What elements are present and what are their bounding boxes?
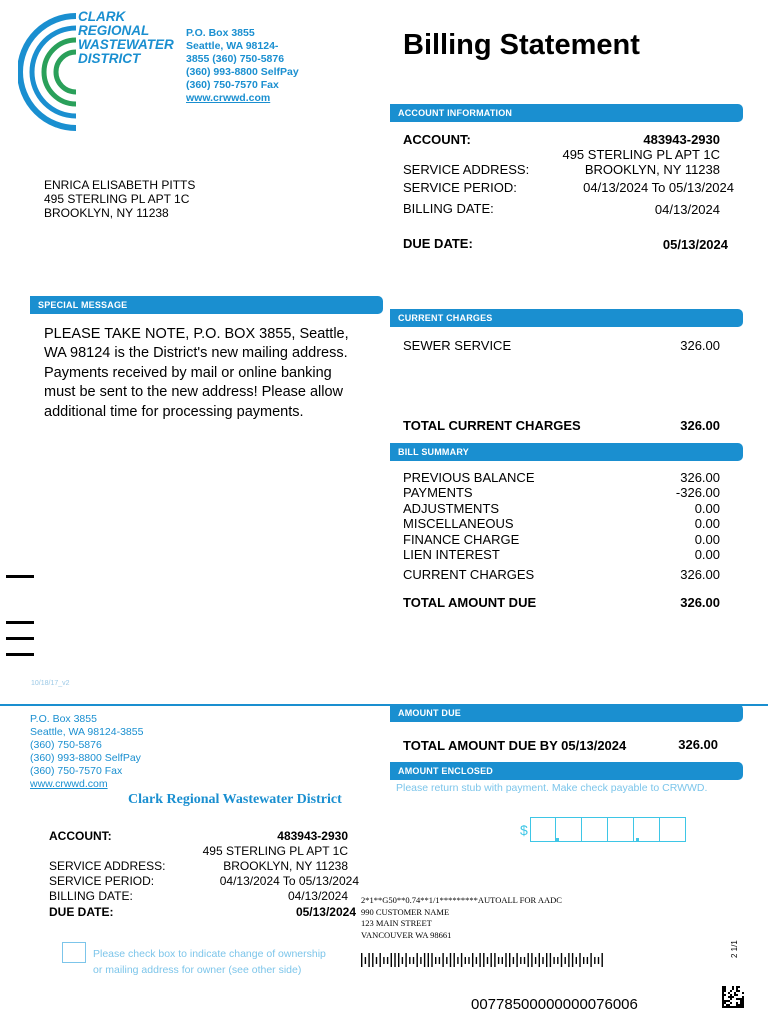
bill-summary-rows [403, 470, 720, 562]
stub-billing-date-value: 04/13/2024 [287, 889, 348, 903]
stub-service-period-value: 04/13/2024 To 05/13/2024 [219, 874, 359, 888]
bill-summary-header: BILL SUMMARY [390, 443, 743, 461]
contact-line: P.O. Box 3855 [30, 713, 97, 725]
summary-amount: 0.00 [694, 531, 720, 547]
service-address-line2: BROOKLYN, NY 11238 [584, 162, 720, 177]
logo-wordmark [78, 10, 174, 66]
customer-address [44, 178, 195, 220]
digit-box[interactable] [660, 817, 686, 842]
district-logo [18, 8, 80, 134]
qr-cell [742, 1004, 744, 1006]
summary-amount: 0.00 [694, 500, 720, 516]
amount-due-header: AMOUNT DUE [390, 704, 743, 722]
barcode-bar [587, 957, 588, 964]
qr-cell [730, 1006, 732, 1008]
barcode-bar [450, 953, 451, 967]
mail-line: 2*1**G50**0.74**1/1*********AUTOALL FOR AADC [361, 895, 562, 905]
contact-line: (360) 750-7570 Fax [30, 765, 123, 777]
barcode-bar [487, 957, 488, 964]
logo-line: REGIONAL [78, 23, 150, 38]
qr-cell [736, 1002, 738, 1004]
dollar-sign: $ [520, 822, 528, 838]
summary-amount: -326.00 [675, 485, 720, 501]
qr-cell [732, 988, 734, 990]
barcode-bar [365, 957, 366, 964]
qr-cell [722, 992, 724, 994]
logo-line: CLARK [78, 9, 126, 24]
total-amount-due-value: 326.00 [680, 595, 720, 610]
summary-row [403, 532, 720, 547]
amount-enclosed-header: AMOUNT ENCLOSED [390, 762, 743, 780]
qr-cell [742, 1006, 744, 1008]
qr-cell [730, 994, 732, 996]
qr-cell [738, 1006, 740, 1008]
barcode-bar [372, 953, 373, 967]
mail-line: VANCOUVER WA 98661 [361, 929, 452, 940]
margin-mark [6, 637, 34, 640]
summary-label: ADJUSTMENTS [403, 500, 500, 516]
stub-due-date-value: 05/13/2024 [295, 905, 356, 919]
barcode-bar [387, 957, 388, 964]
stub-service-address-label: SERVICE ADDRESS: [49, 859, 166, 873]
barcode-bar [502, 957, 503, 964]
qr-cell [740, 1006, 742, 1008]
summary-amount: 0.00 [694, 516, 720, 532]
qr-cell [736, 1006, 738, 1008]
qr-cell [724, 988, 726, 990]
summary-row [403, 516, 720, 531]
barcode-bar [472, 953, 473, 967]
summary-amount: 0.00 [694, 546, 720, 562]
barcode-bar [468, 957, 469, 964]
qr-cell [728, 996, 730, 998]
qr-cell [742, 1002, 744, 1004]
qr-cell [736, 986, 738, 988]
stub-service-address-line2: BROOKLYN, NY 11238 [223, 859, 348, 873]
mail-line: 123 MAIN STREET [361, 918, 432, 928]
barcode-bar [579, 953, 580, 967]
barcode-bar [505, 953, 506, 967]
stub-due-date-label: DUE DATE: [49, 905, 114, 919]
stub-account-number: 483943-2930 [277, 829, 348, 843]
digit-box[interactable] [582, 817, 608, 842]
special-message-text: PLEASE TAKE NOTE, P.O. BOX 3855, Seattle, WA 98124 is the District's new mailing address. Payments received by mail or online banking must be sent to the new address! Please allow additional time for processing payments. [44, 326, 349, 420]
barcode-bar [391, 953, 392, 967]
summary-label: LIEN INTEREST [403, 546, 500, 562]
barcode-bar [457, 957, 458, 964]
service-period-value: 04/13/2024 To 05/13/2024 [583, 180, 734, 195]
customer-address-line: BROOKLYN, NY 11238 [44, 206, 169, 220]
qr-cell [738, 998, 740, 1000]
page-title: Billing Statement [403, 29, 640, 61]
digit-box[interactable] [556, 817, 582, 842]
qr-cell [730, 996, 732, 998]
qr-cell [734, 992, 736, 994]
stub-billing-date-label: BILLING DATE: [49, 889, 133, 903]
contact-line: (360) 993-8800 SelfPay [30, 752, 141, 764]
barcode-bar [550, 953, 551, 967]
barcode-bar [553, 957, 554, 964]
qr-cell [734, 1006, 736, 1008]
district-name: Clark Regional Wastewater District [128, 792, 342, 807]
barcode-bar [535, 957, 536, 964]
account-label: ACCOUNT: [403, 132, 471, 147]
total-current-charges-value: 326.00 [680, 418, 720, 433]
summary-row [403, 501, 720, 516]
qr-cell [736, 988, 738, 990]
barcode-bar [405, 953, 406, 967]
service-address-label: SERVICE ADDRESS: [403, 162, 530, 177]
qr-cell [736, 994, 738, 996]
barcode-bar [409, 957, 410, 964]
qr-cell [724, 1002, 726, 1004]
barcode-bar [479, 953, 480, 967]
qr-cell [738, 986, 740, 988]
ownership-change-checkbox[interactable] [62, 942, 86, 963]
qr-cell [732, 986, 734, 988]
scanline-number: 00778500000000076006 [471, 996, 638, 1013]
qr-cell [724, 1000, 726, 1002]
barcode-bar [446, 957, 447, 964]
barcode-bar [602, 953, 603, 967]
barcode-bar [394, 953, 395, 967]
qr-cell [724, 986, 726, 988]
stub-account-label: ACCOUNT: [49, 829, 112, 843]
barcode-bar [509, 953, 510, 967]
barcode-bar [476, 957, 477, 964]
qr-cell [726, 1000, 728, 1002]
margin-mark [6, 575, 34, 578]
barcode-bar [380, 953, 381, 967]
separator-dot [556, 838, 559, 841]
barcode-bar [572, 953, 573, 967]
qr-cell [736, 1004, 738, 1006]
barcode-bar [520, 957, 521, 964]
form-code: 10/18/17_v2 [31, 680, 70, 687]
qr-cell [722, 1000, 724, 1002]
total-current-charges-label: TOTAL CURRENT CHARGES [403, 418, 581, 433]
charge-item-label: SEWER SERVICE [403, 338, 512, 353]
qr-cell [732, 1006, 734, 1008]
qr-cell [728, 1004, 730, 1006]
checkbox-instructions [93, 946, 326, 978]
qr-cell [722, 990, 724, 992]
qr-cell [740, 1002, 742, 1004]
charge-item-amount: 326.00 [680, 338, 720, 353]
barcode-bar [361, 953, 362, 967]
checkbox-text: or mailing address for owner (see other side) [93, 964, 302, 976]
qr-cell [740, 1004, 742, 1006]
barcode-bar [531, 953, 532, 967]
qr-cell [722, 998, 724, 1000]
qr-cell [722, 996, 724, 998]
digit-box[interactable] [530, 817, 556, 842]
qr-cell [722, 988, 724, 990]
barcode-bar [516, 953, 517, 967]
qr-cell [738, 1004, 740, 1006]
digit-box[interactable] [608, 817, 634, 842]
barcode-bar [413, 957, 414, 964]
contact-line: Seattle, WA 98124-3855 [30, 726, 144, 738]
margin-mark [6, 621, 34, 624]
contact-line: (360) 993-8800 SelfPay [186, 66, 299, 78]
customer-address-line: 495 STERLING PL APT 1C [44, 192, 190, 206]
summary-amount: 326.00 [680, 470, 720, 485]
amount-enclosed-note: Please return stub with payment. Make check payable to CRWWD. [396, 782, 708, 794]
barcode-bar [435, 957, 436, 964]
barcode-bar [594, 957, 595, 964]
qr-cell [736, 990, 738, 992]
summary-current-charges-value: 326.00 [680, 567, 720, 582]
barcode-bar [483, 953, 484, 967]
barcode-bar [546, 953, 547, 967]
summary-label: PREVIOUS BALANCE [403, 470, 535, 485]
account-number: 483943-2930 [643, 132, 720, 147]
special-message-header: SPECIAL MESSAGE [30, 296, 383, 314]
barcode-bar [524, 957, 525, 964]
barcode-bar [568, 953, 569, 967]
qr-cell [738, 990, 740, 992]
qr-cell [726, 1004, 728, 1006]
qr-code-icon [722, 986, 744, 1008]
district-contact [186, 27, 299, 105]
qr-cell [730, 998, 732, 1000]
qr-cell [740, 1000, 742, 1002]
qr-cell [732, 996, 734, 998]
barcode-bar [417, 953, 418, 967]
amount-due-value: 326.00 [678, 737, 718, 752]
qr-cell [742, 1000, 744, 1002]
summary-row [403, 485, 720, 500]
district-website-link[interactable]: www.crwwd.com [186, 92, 271, 104]
barcode-bar [583, 957, 584, 964]
barcode-bar [498, 957, 499, 964]
barcode-bar [539, 953, 540, 967]
barcode-bar [561, 953, 562, 967]
summary-row [403, 547, 720, 562]
barcode-bar [424, 953, 425, 967]
billing-date-label: BILLING DATE: [403, 201, 494, 216]
service-period-label: SERVICE PERIOD: [403, 180, 517, 195]
stub-service-address-line1: 495 STERLING PL APT 1C [202, 844, 348, 858]
barcode-bar [590, 953, 591, 967]
qr-cell [742, 992, 744, 994]
logo-line: WASTEWATER [78, 37, 174, 52]
qr-cell [724, 994, 726, 996]
barcode-bar [431, 953, 432, 967]
qr-cell [742, 998, 744, 1000]
barcode-bar [513, 957, 514, 964]
barcode-bar [368, 953, 369, 967]
qr-cell [736, 998, 738, 1000]
contact-line: (360) 750-5876 [30, 739, 102, 751]
qr-cell [728, 1006, 730, 1008]
barcode-bar [461, 953, 462, 967]
account-info-header: ACCOUNT INFORMATION [390, 104, 743, 122]
qr-cell [722, 994, 724, 996]
separator-dot [636, 838, 639, 841]
stub-contact [30, 713, 143, 791]
current-charges-header: CURRENT CHARGES [390, 309, 743, 327]
barcode-bar [576, 957, 577, 964]
barcode-bar [491, 953, 492, 967]
contact-line: Seattle, WA 98124- [186, 40, 279, 52]
total-amount-due-label: TOTAL AMOUNT DUE [403, 595, 537, 610]
barcode-bar [420, 957, 421, 964]
qr-cell [722, 986, 724, 988]
barcode-bar [494, 953, 495, 967]
postal-barcode [361, 952, 609, 968]
barcode-bar [439, 957, 440, 964]
barcode-bar [376, 957, 377, 964]
barcode-bar [398, 953, 399, 967]
qr-cell [734, 994, 736, 996]
barcode-bar [557, 957, 558, 964]
barcode-bar [402, 957, 403, 964]
barcode-bar [465, 957, 466, 964]
summary-label: PAYMENTS [403, 485, 473, 501]
summary-label: MISCELLANEOUS [403, 516, 514, 532]
side-code: 2 1/1 [730, 940, 739, 958]
billing-date-value: 04/13/2024 [654, 202, 720, 217]
qr-cell [724, 1006, 726, 1008]
contact-line: P.O. Box 3855 [186, 27, 255, 39]
contact-line: 3855 (360) 750-5876 [186, 53, 285, 65]
summary-label: FINANCE CHARGE [403, 531, 520, 547]
qr-cell [742, 996, 744, 998]
barcode-bar [598, 957, 599, 964]
margin-mark [6, 653, 34, 656]
qr-cell [724, 990, 726, 992]
summary-row [403, 470, 720, 485]
mailing-address-block [361, 895, 562, 941]
qr-cell [722, 1006, 724, 1008]
barcode-bar [454, 953, 455, 967]
stub-website-link[interactable]: www.crwwd.com [30, 778, 108, 790]
customer-name: ENRICA ELISABETH PITTS [44, 178, 196, 192]
qr-cell [722, 1002, 724, 1004]
barcode-bar [528, 953, 529, 967]
contact-line: (360) 750-7570 Fax [186, 79, 279, 91]
amount-due-label: TOTAL AMOUNT DUE BY 05/13/2024 [403, 738, 627, 753]
summary-current-charges-label: CURRENT CHARGES [403, 567, 535, 582]
barcode-bar [383, 957, 384, 964]
qr-cell [730, 1002, 732, 1004]
mail-line: 990 CUSTOMER NAME [361, 906, 450, 917]
qr-cell [730, 990, 732, 992]
barcode-bar [428, 953, 429, 967]
barcode-bar [565, 957, 566, 964]
barcode-bar [442, 953, 443, 967]
stub-service-period-label: SERVICE PERIOD: [49, 874, 155, 888]
amount-enclosed-input[interactable] [530, 817, 686, 842]
qr-cell [728, 1000, 730, 1002]
qr-cell [726, 1006, 728, 1008]
barcode-bar [542, 957, 543, 964]
qr-cell [722, 1004, 724, 1006]
service-address-line1: 495 STERLING PL APT 1C [562, 147, 720, 162]
qr-cell [740, 998, 742, 1000]
logo-line: DISTRICT [78, 51, 141, 66]
qr-cell [728, 992, 730, 994]
due-date-label: DUE DATE: [403, 236, 473, 251]
checkbox-text: Please check box to indicate change of ownership [93, 948, 326, 960]
due-date-value: 05/13/2024 [662, 237, 728, 252]
